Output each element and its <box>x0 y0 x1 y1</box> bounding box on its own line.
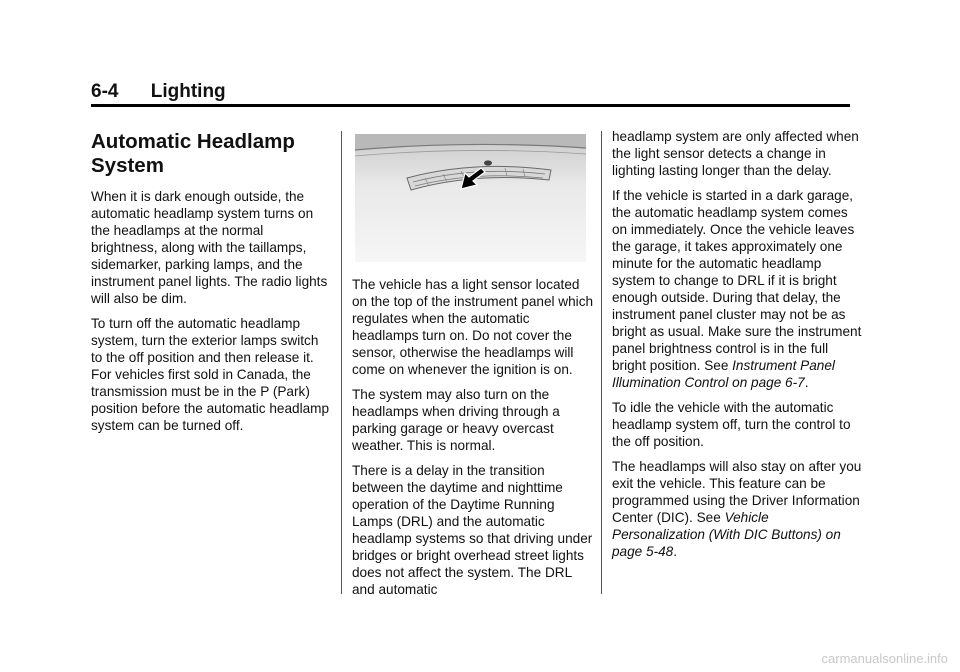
page-header <box>91 80 849 104</box>
paragraph: To idle the vehicle with the automatic headlamp system off, turn the control to the off position. <box>612 400 851 449</box>
light-sensor-illustration <box>355 134 586 262</box>
paragraph: There is a delay in the transition between the daytime and nighttime operation of the Daytime Running Lamps (DRL) and the automatic headlamp systems so that driving under bridges or bright overhead street lights does not affect the system. The DRL and automatic <box>352 463 593 597</box>
paragraph: The vehicle has a light sensor located on the top of the instrument panel which regulates when the automatic headlamps turn on. Do not cover the sensor, otherwise the headlamps will come on whenever the ignition is on. <box>352 277 594 377</box>
header-rule <box>91 104 850 107</box>
paragraph-end: . <box>804 375 809 390</box>
section-heading: Automatic Headlamp System <box>91 130 295 177</box>
column-middle <box>352 276 594 606</box>
paragraph: The system may also turn on the headlamps when driving through a parking garage or heavy overcast weather. This is normal. <box>352 387 560 453</box>
cross-reference[interactable]: Instrument Panel Illumination Control on page 6-7 <box>612 358 835 390</box>
column-right <box>612 128 862 568</box>
column-left <box>91 128 331 442</box>
paragraph-end: . <box>673 544 678 559</box>
paragraph: To turn off the automatic headlamp system, turn the exterior lamps switch to the off position and then release it. For vehicles first sold in Canada, the transmission must be in the P (Park) position before the automatic headlamp system can be turned off. <box>91 316 330 433</box>
paragraph <box>612 187 862 391</box>
column-divider <box>341 131 342 594</box>
watermark: carmanualsonline.info <box>821 651 948 666</box>
paragraph-text: The headlamps will also stay on after you exit the vehicle. This feature can be programmed using the Driver Information Center (DIC). See <box>612 459 862 525</box>
section-number: 6-4 <box>91 81 119 102</box>
paragraph: headlamp system are only affected when the light sensor detects a change in lighting lasting longer than the delay. <box>612 129 859 178</box>
paragraph <box>612 458 862 560</box>
paragraph-text: If the vehicle is started in a dark garage, the automatic headlamp system comes on immediately. Once the vehicle leaves the garage, it takes approximately one minute for the automatic headlamp system to change to DRL if it is bright enough outside. During that delay, the instrument panel cluster may not be as bright as usual. Make sure the instrument panel brightness control is in the full bright position. See <box>612 188 862 373</box>
section-title: Lighting <box>150 81 226 102</box>
dashboard-top <box>355 144 586 262</box>
light-sensor <box>484 160 492 165</box>
column-divider <box>601 131 602 594</box>
cross-reference[interactable]: Vehicle Personalization (With DIC Buttons) on page 5-48 <box>612 510 841 559</box>
paragraph: When it is dark enough outside, the automatic headlamp system turns on the headlamps at the normal brightness, along with the taillamps, sidemarker, parking lamps, and the instrument panel lights. The radio lights will also be dim. <box>91 189 328 306</box>
